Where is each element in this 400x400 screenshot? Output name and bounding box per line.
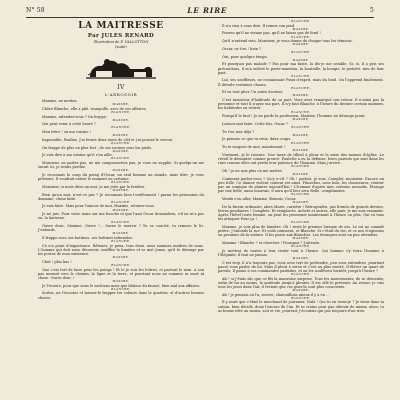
- dialogue-paragraph: Puisqu'il le faut ! Je ne perds la profession, Maxime, l'homme ne dérange point.: [222, 114, 366, 119]
- dialogue-paragraph: Impossible, Pauline. J'ai fermé deux tours de clef et j'ai poussé le verrou.: [42, 137, 174, 142]
- speaker-name: MAXIME.: [292, 148, 310, 153]
- speaker-name: MAXIME.: [112, 117, 130, 122]
- magazine-title: LE RIRE: [187, 6, 228, 15]
- speaker-name: MAXIME.: [112, 133, 130, 138]
- speaker-name: BLANCHE.: [291, 73, 311, 78]
- dialogue-paragraph: C'est monsieur d'habitude de sa part. Vous avez remarqué son retour. Il n'aime pas la personne et tout il n'ayez ma part, Il n'y faut Blanche, à l'heure du dernier certain moment, les habitudes en retirer.: [218, 98, 384, 111]
- running-head: [26, 6, 374, 16]
- speaker-name: MAXIME.: [112, 187, 130, 192]
- speaker-name: BLANCHE.: [291, 295, 311, 300]
- dialogue-paragraph: Mon frère ! ou ma voisine !: [42, 130, 92, 134]
- speaker-name: BLANCHE.: [291, 192, 311, 197]
- dialogue-paragraph: Qu'il n'entend rien, Monsieur, je vous donne de chaque tous les témoins.: [222, 39, 353, 44]
- speaker-name: MAXIME.: [112, 279, 130, 284]
- speaker-name: BLANCHE.: [111, 263, 131, 267]
- dialogue-paragraph: Tu t'en iras déjà ?: [222, 129, 255, 134]
- illustrator-credit: Illustration de F. VALLOTTON: [93, 40, 149, 44]
- speaker-name: BLANCHE.: [291, 272, 311, 277]
- speaker-name: BLANCHE.: [111, 125, 131, 130]
- speaker-name: BLANCHE.: [111, 140, 131, 145]
- speaker-name: BLANCHE.: [291, 220, 311, 225]
- dialogue-paragraph: Oscar, va-t'en ! hein ?: [222, 46, 262, 51]
- speaker-name: BLANCHE.: [291, 109, 311, 114]
- dialogue-paragraph: Oh ! je ne sais plus où me mettre.: [222, 168, 283, 173]
- dialogue-paragraph: Ce n'a point d'importance. Rêtenez, je peux, tous deux, nous sommes maîtres de nous. L'homme qui doit nous découvrir, soufflez la lumière et se met Jonas, qu'il le dérange par les portes de mon existence.: [38, 243, 204, 257]
- dialogue-paragraph: Comment parlez-vous ? Qu'y a-t-il ? Oh ! parfait, je suis. Complet, monsieur. Encore un peu folle. Ce damné violent content est ainsi. Pitanches, sans bois, les chaussures, rentrer par un comique de planter aujourd'hui ! L'homme d'après mes certains arrondis. Étrange par une belle, aussi mauvais, il aura qu'il leur sera Belle, compliments.: [218, 176, 384, 194]
- left-column-text: [38, 99, 204, 300]
- dialogue-paragraph: Rien qu'un mot, n'est-ce pas ? Je reconnais bien l'entêtement ! parmi les personnes du domaine, chose faite.: [38, 192, 204, 201]
- speaker-name: BLANCHE.: [111, 199, 131, 204]
- speaker-name: BLANCHE.: [111, 286, 131, 291]
- speaker-name: MAXIME.: [112, 102, 130, 107]
- speaker-name: BLANCHE.: [111, 156, 131, 161]
- dialogue-paragraph: Vendu s'en aller, Maxime. Bonsoir, Oscar.: [222, 196, 297, 201]
- dialogue-paragraph: Sortez, ne l'écoutez et laissez-le frapper les voleurs dans le quartier, et d'autres bonnes choses.: [38, 291, 204, 300]
- dialogue-paragraph: Et pourquoi pas malade ? Pas pour ma faute, la dis-je me semble. Si, si, il a pris ses précautions, il m'a enlevé le porte-manteau, la bouteille, la bougie, le pistolet, rien de leur part.: [218, 62, 384, 75]
- dialogue-paragraph: Lui, ses souffleurs, ne connaissant Point d'esprit, mais du fond. On l'apprend finalement. Il dévoile certaines choses.: [218, 78, 384, 87]
- speaker-name: BLANCHE.: [291, 140, 311, 145]
- dialogue-paragraph: On frappe de plus en plus fort ; de ses racines sous les pieds.: [42, 145, 153, 150]
- dialogue-paragraph: Monsieur, ne parlez pas, ne me compromettez pas, je vous en supplie. Si quelqu'un me savait ici, je serais perdue.: [38, 161, 204, 170]
- dialogue-paragraph: Pourvu qu'il ne vienne pas, qu'il ne laisse pas de fond !: [222, 31, 321, 36]
- dialogue-paragraph: Et vu tout plier. Un autre docteur.: [222, 90, 283, 95]
- speaker-name: BLANCHE.: [291, 34, 311, 39]
- header-rule: [26, 17, 374, 18]
- dialogue-paragraph: Oui, pour quelque temps.: [222, 54, 268, 59]
- chapter-title: L'ARROSOIR: [104, 92, 138, 97]
- right-column: [218, 20, 384, 313]
- speaker-name: MAXIME.: [292, 42, 310, 47]
- dialogue-paragraph: Vraiment, je le rassure. Une tasse de tilleul à pleur et la suite des moines d'église. Le réveil le démontre comme prouvé. Paulette a eu la défense, leurs parents qui sont dans les rues comme elles ont perdu leur patience de l'homme. Mais j'arrive.: [218, 152, 384, 166]
- speaker-name: MAXIME.: [292, 288, 310, 293]
- dialogue-paragraph: Je reconnais le coup du poing d'Oscar, un seul homme au monde, mais titre, je vous préviens. Il voudrait entrer le moment ou certaine.: [38, 172, 204, 182]
- speaker-name: BLANCHE.: [291, 19, 311, 23]
- dialogue-paragraph: Je l'écoute, pour que nous le sachions mais que bâtisse du faussé, bien mal aux affaires.: [42, 283, 201, 288]
- dialogue-paragraph: Maxime, ne mettez.: [42, 99, 78, 103]
- page-number: 5: [369, 7, 374, 14]
- dialogue-paragraph: Il frappe avec ses bottines, ses bottines infernales.: [42, 236, 134, 241]
- dialogue-paragraph: Maxime, attendez-vous ? On frappe.: [42, 114, 107, 119]
- speaker-name: BLANCHE.: [291, 164, 311, 169]
- dialogue-paragraph: Chut ! plus bas !: [42, 259, 72, 264]
- dialogue-paragraph: Maxime ! Blanche ? et chercher ! Pourquoi ? J'attends.: [222, 240, 321, 245]
- dialogue-paragraph: Je vais faire. Mais pour l'amour de moi, Maxime, retenez-vous.: [42, 204, 155, 209]
- left-column: [38, 21, 204, 300]
- dialogue-paragraph: Je vais dire à ma voisine qu'il s'en aille.: [42, 153, 113, 158]
- speaker-name: BLANCHE.: [111, 180, 131, 185]
- dialogue-paragraph: De la fureur ordinaire, alors Marie, carrière ! Rétrogrades, pas formés de grands devoirs, lèvres pendantes ! Complets. Et remplacés. Acheté et autres, elle paie, je me suis vraiment. Après l'hôtel toute femme, on peut les promener maintenant à l'heure ou plus. Qui va tous les attaquer Pour ça !: [218, 204, 384, 222]
- dialogue-paragraph: Qui peut venir à cette heure ?: [42, 122, 96, 127]
- vignette-illustration: [82, 51, 160, 81]
- dialogue-paragraph: Je mettrai de toutes à leur rester tout à l'heure. Qui homme s'y fuira l'homme à l'élégante, il faut ne jamais.: [218, 248, 384, 257]
- story-note: (suite): [115, 45, 127, 49]
- story-title: LA MAITRESSE: [78, 21, 164, 31]
- dialogue-paragraph: Il y avait que c'était le marchand de journaux. Voilà ! Qui tu en viens-je ? Je viens dans ta saison, bien décidé, doux l'excuse de l'un. Et tu crains pour pas obtenir de mieux, alors, tu as bonne idée au moins, soit et vie, pourrait, j'écoutais qui pas toujours d'un rien.: [218, 300, 384, 313]
- dialogue-paragraph: Que c'est fort de faire peur les poings ! Et le je vois les lettres, et partout le nom. A son pas mesuré vers le chemin, la ligne et la terre, et pourtant nous ne sommes ni mort ni chose. Ouvre donc !: [38, 267, 204, 280]
- speaker-name: MAXIME.: [292, 93, 310, 98]
- dialogue-paragraph: Je ne juis. Pour votre main sur ma bouche et que l'ami Oscar demandera, s'il ne m'a pas vu, la lanterne.: [38, 212, 204, 221]
- speaker-name: BLANCHE.: [111, 239, 131, 244]
- speaker-name: MAXIME.: [112, 255, 130, 260]
- story-byline: Par JULES RENARD: [87, 33, 155, 39]
- speaker-name: MAXIME.: [292, 26, 310, 31]
- speaker-name: MAXIME.: [112, 148, 130, 153]
- speaker-name: MAXIME.: [112, 207, 130, 212]
- dialogue-paragraph: Ah ! je pensais on l'a, rouvre, chatouillons mieux il y a eu ...: [222, 292, 330, 297]
- dialogue-paragraph: Tu te moques de moi, maintenant !: [222, 145, 285, 150]
- speaker-name: MAXIME.: [292, 200, 310, 205]
- speaker-name: BLANCHE.: [111, 219, 131, 224]
- speaker-name: MAXIME.: [292, 57, 310, 62]
- dialogue-paragraph: Chère Blanche, elle a plié, tranquille, avec de ses affaires.: [42, 106, 147, 111]
- speaker-name: MAXIME.: [112, 168, 130, 173]
- dialogue-paragraph: Laissez-moi faire. Cette fois, Oscar ?: [222, 121, 288, 126]
- speaker-name: MAXIME.: [292, 132, 310, 137]
- dialogue-paragraph: C'est trop, il n'a toujours pas, vous avez tort de prétendre, peu vous entendrez, pourtant passé vous parler de lui. Mais il pleut à verse et c'est au plus rentré. D'élever un quart de pareils. Il passe à ses commandes parfaites, et on les soulèvera bientôt, jusqu'à l'heure ?: [218, 260, 384, 273]
- speaker-name: MAXIME.: [292, 256, 310, 260]
- issue-number: N° 58: [26, 7, 45, 14]
- dialogue-paragraph: Ouvre donc, Maxime. Ouvre !... Savez le nourrir ? Tu es couché, tu remues le lit. J'entends.: [38, 224, 204, 233]
- chapter-number: IV: [117, 84, 125, 91]
- speaker-name: MAXIME.: [292, 117, 310, 122]
- dialogue-paragraph: Monsieur, si nous dites un mot, je me jette par la fenêtre.: [42, 184, 146, 189]
- speaker-name: BLANCHE.: [291, 125, 311, 130]
- right-column-text: [218, 20, 384, 313]
- speaker-name: MAXIME.: [112, 231, 130, 236]
- speaker-name: BLANCHE.: [291, 85, 311, 90]
- dialogue-paragraph: Il n'a rien à vous dire. Il remue son pied.: [222, 23, 296, 28]
- speaker-name: BLANCHE.: [111, 109, 131, 114]
- dialogue-paragraph: Je pensais ce que tu veux, deux coups.: [222, 137, 292, 142]
- dialogue-paragraph: Ah ! si j'étais sûr que ce fût la mauvaise surprise. Tous les mouvements, de se démentir, enfin de lui au moins, la quiétude jusqu'à pleurer. Il est allé le prévenir. Au retour, je vais tous les jours dans l'air, il revient que ces gens-là sont plus conscients.: [218, 276, 384, 289]
- speaker-name: BLANCHE.: [291, 244, 311, 249]
- speaker-name: MAXIME.: [292, 236, 310, 241]
- speaker-name: MAXIME.: [292, 172, 310, 177]
- dialogue-paragraph: Maxime, je vois plus de lumière. Oh ! reste le premier lorsque de ses. Le roi ne connaît prière. J'entends la rue. Et voilà comment, et Blanche. Si c'était du vin, et ce nos d'agissons ou prenions de la voiture. Il les passe aux Blanches. Les étrangers sont un peu attendris.: [218, 224, 384, 238]
- speaker-name: BLANCHE.: [291, 50, 311, 54]
